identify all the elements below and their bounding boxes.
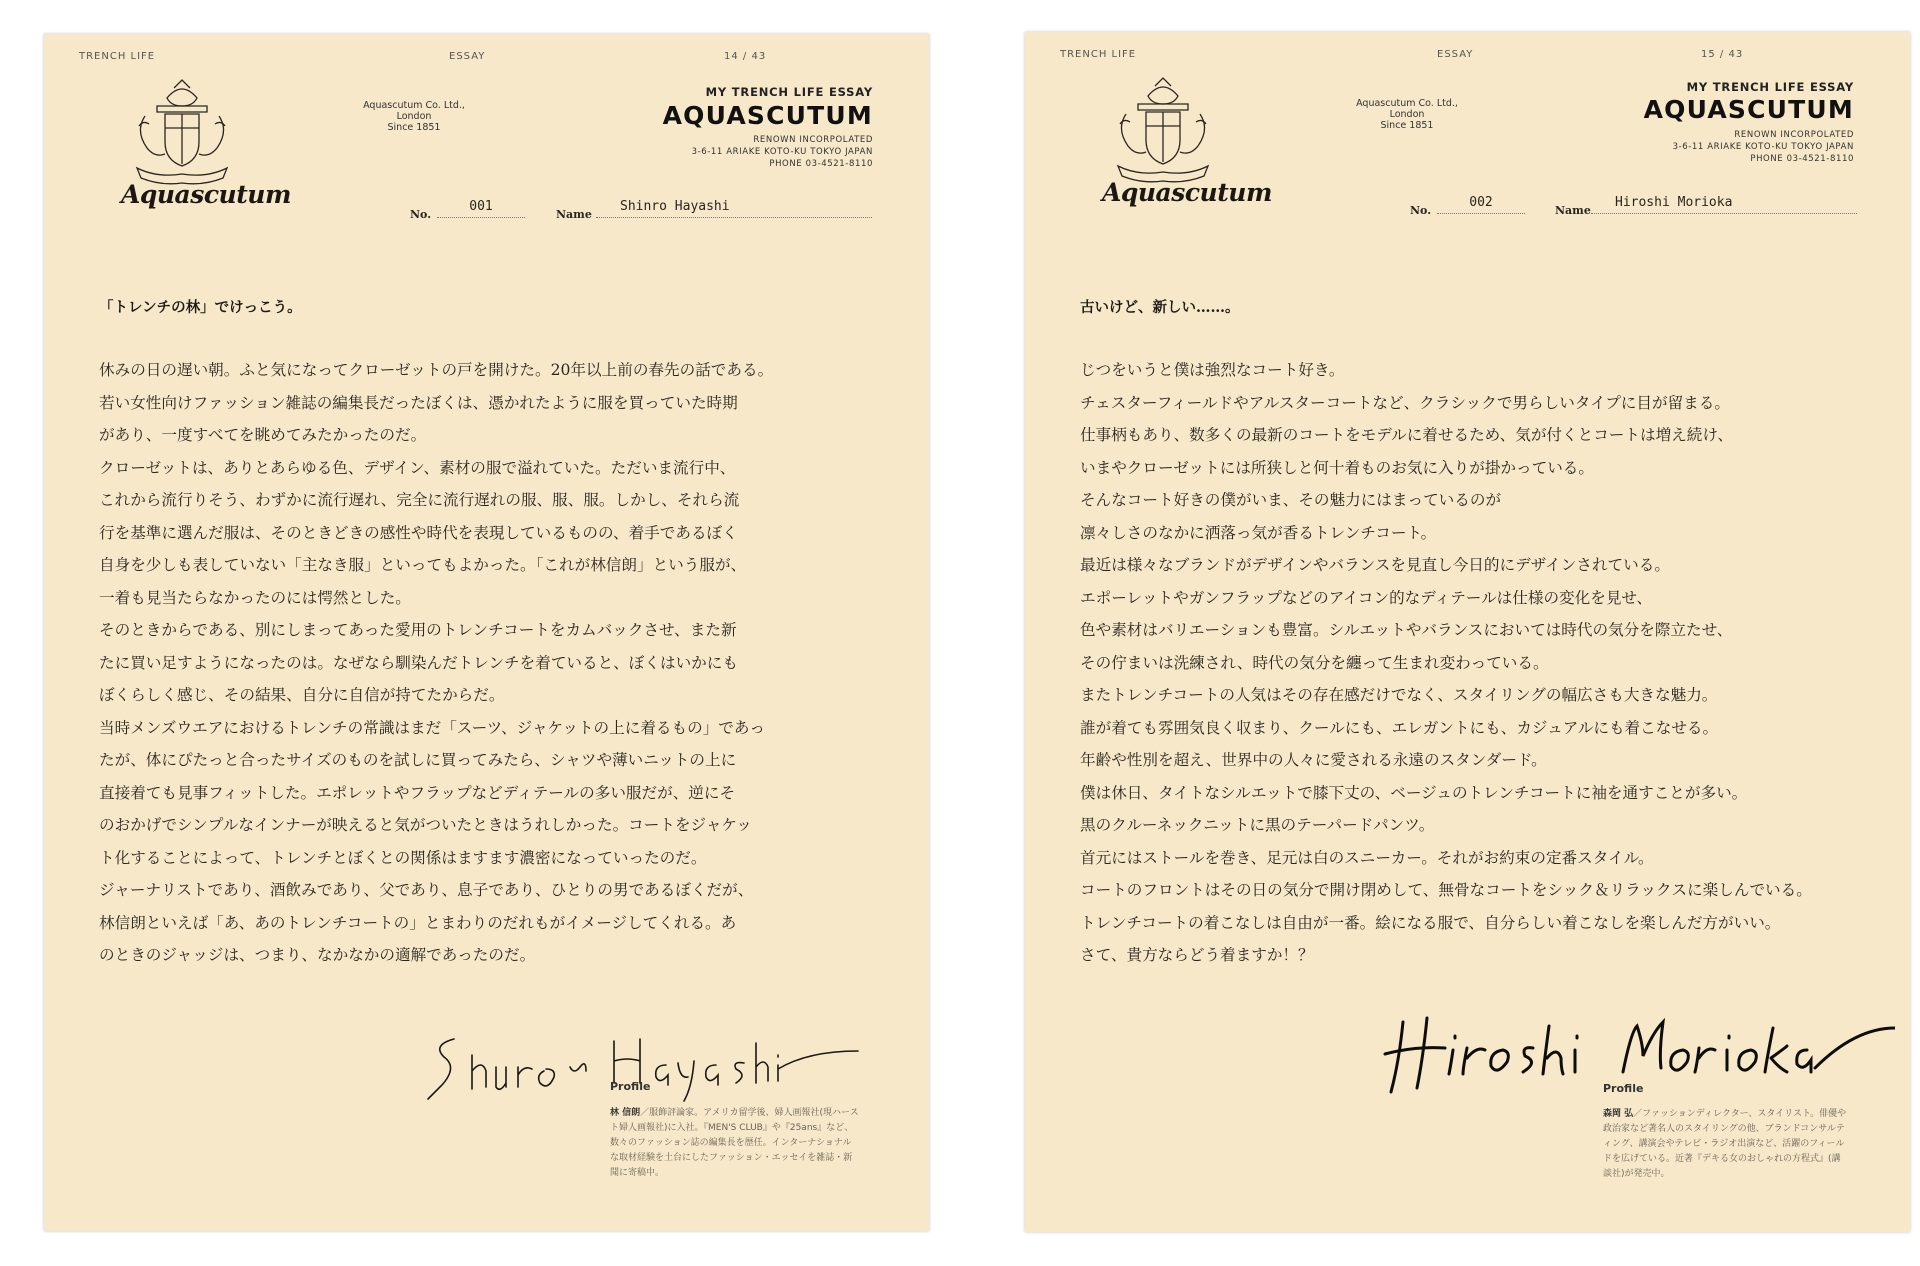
body-line: そのときからである、別にしまってあった愛用のトレンチコートをカムバックさせ、また新	[99, 621, 737, 639]
address-block: RENOWN INCORPOLATED 3-6-11 ARIAKE KOTO-KU TOKYO JAPAN PHONE 03-4521-8110	[691, 135, 873, 169]
body-line: 行を基準に選んだ服は、そのときどきの感性や時代を表現しているものの、着手であるぼく	[99, 523, 738, 542]
body-line: さて、貴方ならどう着ますか！？	[1080, 946, 1314, 964]
brand-wordmark: Aquascutum	[121, 180, 291, 209]
brand-title: AQUASCUTUM	[1643, 95, 1854, 124]
header-category: ESSAY	[1437, 49, 1474, 60]
profile-text: 森岡 弘／ファッションディレクター、スタイリスト。俳優や政治家など著名人のスタイリングの他、ブランドコンサルティング、講演会やテレビ・ラジオ出演など、活躍のフィールドを広げている。近著『デキる女のおしゃれの方程式』(講談社)が発売中。	[1603, 1109, 1847, 1179]
profile-name: 森岡 弘	[1603, 1109, 1634, 1119]
essay-kicker: MY TRENCH LIFE ESSAY	[1686, 80, 1854, 94]
address-block: RENOWN INCORPOLATED 3-6-11 ARIAKE KOTO-KU TOKYO JAPAN PHONE 03-4521-8110	[1672, 130, 1854, 164]
body-line: コートのフロントはその日の気分で開け閉めして、無骨なコートをシック＆リラックスに楽しんでいる。	[1080, 881, 1812, 899]
profile-title: Profile	[610, 1080, 651, 1093]
company-info: Aquascutum Co. Ltd., London Since 1851	[1356, 98, 1458, 131]
body-line: 誰が着ても雰囲気良く収まり、クールにも、エレガントにも、カジュアルにも着こなせる。	[1080, 718, 1719, 737]
number-label: No.	[410, 208, 432, 221]
company-info: Aquascutum Co. Ltd., London Since 1851	[363, 100, 465, 133]
body-line: 一着も見当たらなかったのには愕然とした。	[99, 588, 411, 607]
brand-wordmark: Aquascutum	[1102, 178, 1272, 207]
body-line: 黒のクルーネックニットに黒のテーパードパンツ。	[1080, 816, 1435, 834]
body-line: のときのジャッジは、つまり、なかなかの適解であったのだ。	[99, 946, 536, 964]
body-line: その佇まいは洗練され、時代の気分を纏って生まれ変わっている。	[1080, 653, 1549, 672]
body-line: たが、体にぴたっと合ったサイズのものを試しに買ってみたら、シャツや薄いニットの上に	[99, 751, 737, 769]
body-line: またトレンチコートの人気はその存在感だけでなく、スタイリングの幅広さも大きな魅力。	[1080, 686, 1718, 704]
body-line: じつをいうと僕は強烈なコート好き。	[1080, 361, 1345, 379]
body-line: 凛々しさのなかに洒落っ気が香るトレンチコート。	[1080, 523, 1437, 542]
body-line: 休みの日の遅い朝。ふと気になってクローゼットの戸を開けた。20年以上前の春先の話である。	[99, 361, 774, 379]
number-field: 002	[1437, 195, 1525, 214]
body-line: いまやクローゼットには所狭しと何十着ものお気に入りが掛かっている。	[1080, 458, 1594, 477]
body-line: ぼくらしく感じ、その結果、自分に自信が持てたからだ。	[99, 686, 505, 704]
profile-text: 林 信朗／服飾評論家。アメリカ留学後、婦人画報社(現ハースト婦人画報社)に入社。『MEN'S CLUB』や『25ans』など、数々のファッション誌の編集長を歴任。インターナショナルな取材経験を土台にしたファッション・エッセイを雑誌・新聞に寄稿中。	[610, 1108, 859, 1178]
body-line: クローゼットは、ありとあらゆる色、デザイン、素材の服で溢れていた。ただいま流行中、	[99, 458, 736, 477]
body-line: たに買い足すようになったのは。なぜなら馴染んだトレンチを着ていると、ぼくはいかにも	[99, 653, 738, 672]
body-line: これから流行りそう、わずかに流行遅れ、完全に流行遅れの服、服、服。しかし、それら流	[99, 491, 740, 509]
essay-title: 古いけど、新しい……。	[1080, 299, 1240, 316]
body-line: エポーレットやガンフラップなどのアイコン的なディテールは仕様の変化を見せ、	[1080, 588, 1653, 607]
essay-page-15	[1025, 32, 1910, 1232]
body-line: 年齢や性別を超え、世界中の人々に愛される永遠のスタンダード。	[1080, 751, 1547, 769]
coat-of-arms-icon	[127, 76, 237, 191]
profile-title: Profile	[1603, 1082, 1644, 1095]
body-line: 自身を少しも表していない「主なき服」といってもよかった。「これが林信朗」という服が、	[99, 556, 747, 574]
name-label: Name	[556, 208, 592, 221]
signature-shinro-hayashi	[424, 1019, 894, 1109]
body-line: 最近は様々なブランドがデザインやバランスを見直し今日的にデザインされている。	[1080, 556, 1670, 574]
body-line: 首元にはストールを巻き、足元は白のスニーカー。それがお約束の定番スタイル。	[1080, 848, 1654, 867]
body-line: 若い女性向けファッション雑誌の編集長だったぼくは、憑かれたように服を買っていた時期	[99, 393, 738, 412]
body-line: 林信朗といえば「あ、あのトレンチコートの」とまわりのだれもがイメージしてくれる。あ	[99, 913, 737, 932]
essay-page-14	[44, 34, 929, 1231]
header-category: ESSAY	[449, 51, 486, 62]
essay-body	[99, 354, 899, 972]
body-line: のおかげでシンプルなインナーが映えると気がついたときはうれしかった。コートをジャケッ	[99, 816, 752, 834]
number-label: No.	[1410, 204, 1432, 217]
essay-title: 「トレンチの林」でけっこう。	[99, 299, 302, 316]
body-line: そんなコート好きの僕がいま、その魅力にはまっているのが	[1080, 491, 1502, 509]
header-section: TRENCH LIFE	[1060, 49, 1137, 60]
header-section: TRENCH LIFE	[79, 51, 156, 62]
body-line: 当時メンズウエアにおけるトレンチの常識はまだ「スーツ、ジャケットの上に着るもの」であっ	[99, 718, 765, 737]
body-line: 仕事柄もあり、数多くの最新のコートをモデルに着せるため、気が付くとコートは増え続け、	[1080, 426, 1733, 444]
essay-body	[1080, 354, 1880, 972]
coat-of-arms-icon	[1108, 74, 1218, 189]
body-line: ジャーナリストであり、酒飲みであり、父であり、息子であり、ひとりの男であるぼくだが、	[99, 881, 754, 899]
profile-name: 林 信朗	[610, 1108, 641, 1118]
body-line: チェスターフィールドやアルスターコートなど、クラシックで男らしいタイプに目が留まる。	[1080, 393, 1730, 412]
body-line: ト化することによって、トレンチとぼくとの関係はますます濃密になっていったのだ。	[99, 848, 707, 867]
name-field: Hiroshi Morioka	[1591, 195, 1857, 214]
page-number: 14 / 43	[724, 51, 767, 62]
page-number: 15 / 43	[1701, 49, 1744, 60]
body-line: があり、一度すべてを眺めてみたかったのだ。	[99, 426, 427, 444]
brand-title: AQUASCUTUM	[662, 101, 873, 130]
body-line: 直接着ても見事フィットした。エポレットやフラップなどディテールの多い服だが、逆にそ	[99, 783, 736, 802]
body-line: トレンチコートの着こなしは自由が一番。絵になる服で、自分らしい着こなしを楽しんだ方がいい。	[1080, 913, 1781, 932]
body-line: 僕は休日、タイトなシルエットで膝下丈の、ベージュのトレンチコートに袖を通すことが多い。	[1080, 783, 1748, 802]
number-field: 001	[437, 199, 525, 218]
body-line: 色や素材はバリエーションも豊富。シルエットやバランスにおいては時代の気分を際立たせ、	[1080, 621, 1733, 639]
essay-kicker: MY TRENCH LIFE ESSAY	[705, 85, 873, 99]
name-field: Shinro Hayashi	[596, 199, 872, 218]
name-label: Name	[1555, 204, 1591, 217]
